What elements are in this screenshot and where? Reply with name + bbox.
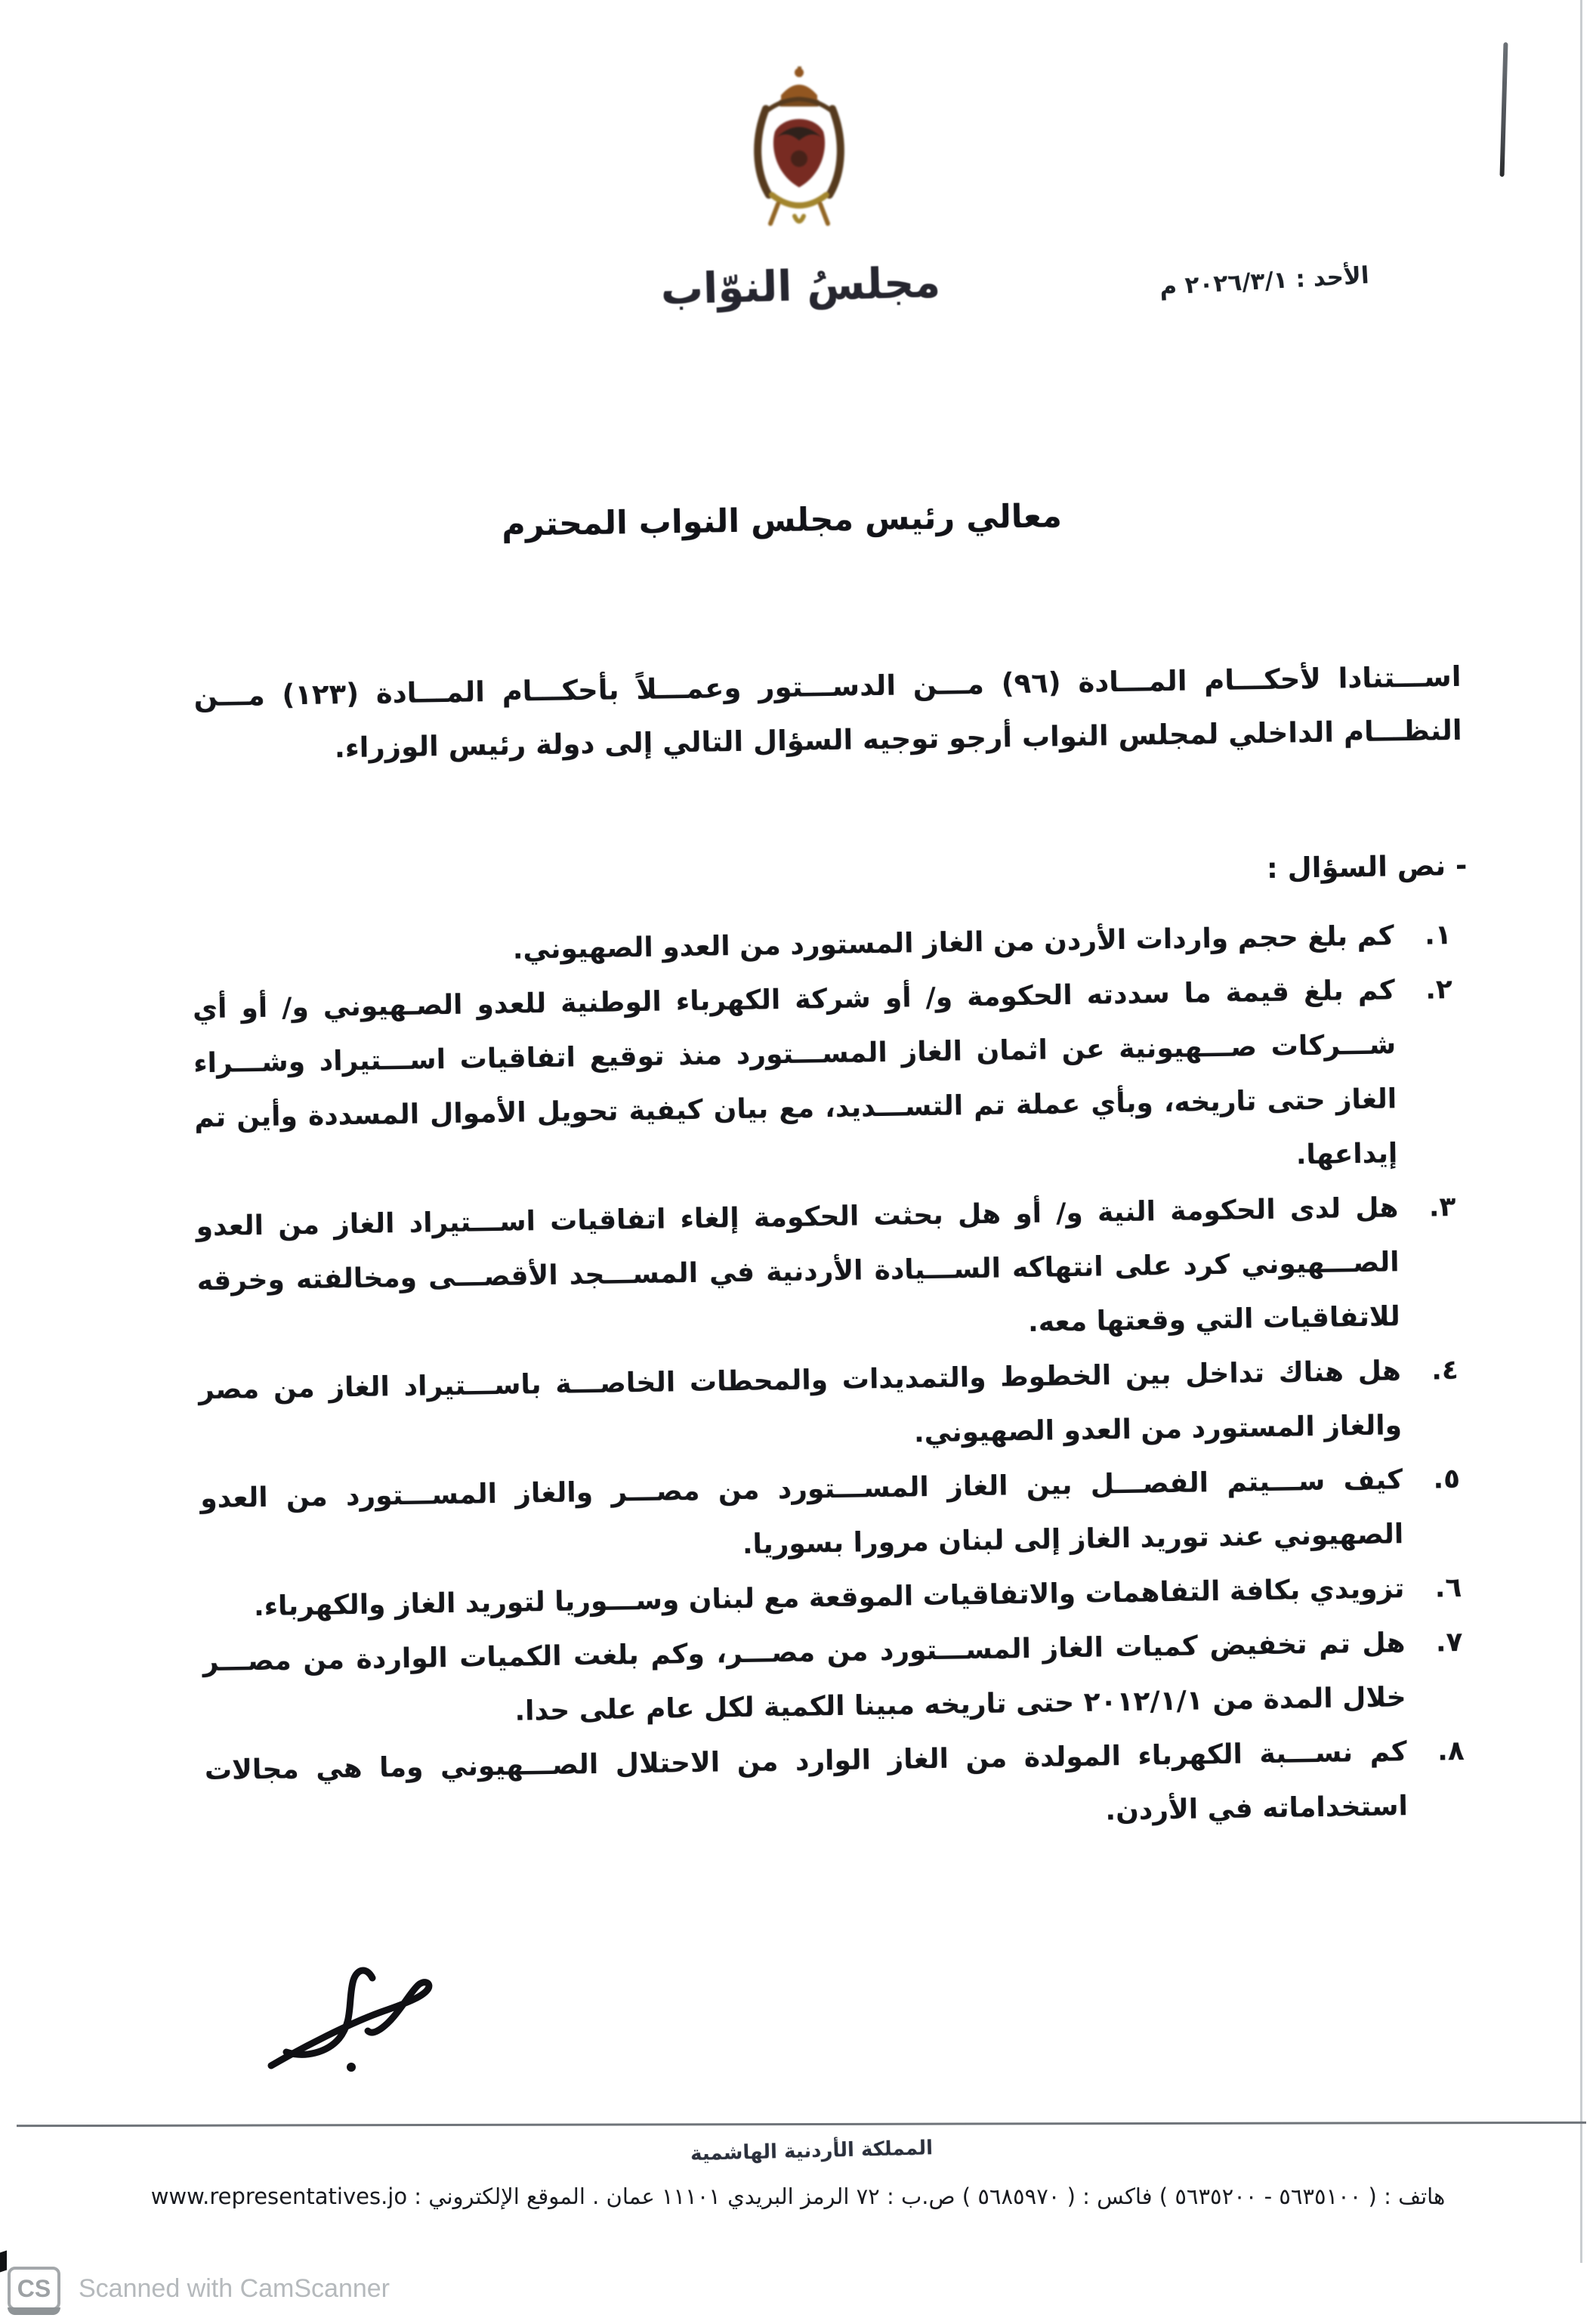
question-number: ٢. xyxy=(1425,974,1453,1006)
question-item xyxy=(200,1452,1462,1581)
question-text: هل هناك تداخل بين الخطوط والتمديدات والمحطات الخاصـــة باســـتيراد الغاز من مصر والغاز المستورد من العدو الصهيوني. xyxy=(198,1355,1403,1449)
signature-scribble xyxy=(261,1952,442,2081)
question-text: هل لدى الحكومة النية و/ أو هل بحثت الحكومة إلغاء اتفاقيات اســـتيراد الغاز من العدو الصـــهيوني كرد على انتهاكه الســـيادة الأردنية في المســـجد الأقصـــى ومخالفته وخرقه للاتفاقيات التي وقعتها معه. xyxy=(196,1192,1400,1338)
scan-corner-mark xyxy=(0,2251,7,2273)
footer-contact-line: هاتف : ( ٥٦٣٥١٠٠ - ٥٦٣٥٢٠٠ ) فاكس : ( ٥٦٨٥٩٧٠ ) ص.ب : ٧٢ الرمز البريدي ١١١٠١ عمان . الموقع الإلكتروني : www.representatives.jo xyxy=(150,2184,1446,2209)
kingdom-calligraphy: المملكة الأردنية الهاشمية xyxy=(690,2137,934,2166)
question-number: ٥. xyxy=(1433,1463,1461,1495)
camscanner-watermark xyxy=(8,2265,390,2312)
camscanner-label: Scanned with CamScanner xyxy=(79,2273,391,2303)
question-number: ٤. xyxy=(1431,1355,1459,1386)
question-number: ٨. xyxy=(1437,1735,1465,1767)
question-text-label: - نص السؤال : xyxy=(1266,848,1468,885)
question-text: كم بلغ حجم واردات الأردن من الغاز المستورد من العدو الصهيوني. xyxy=(512,920,1395,966)
question-item xyxy=(193,963,1456,1200)
question-text: كم نســـبة الكهرباء المولدة من الغاز الوارد من الاحتلال الصـــهيوني وما هي مجالات استخداماته في الأردن. xyxy=(204,1736,1409,1827)
question-item xyxy=(202,1615,1464,1744)
question-number: ٧. xyxy=(1435,1627,1463,1658)
question-text: كم بلغ قيمة ما سددته الحكومة و/ أو شركة الكهرباء الوطنية للعدو الصـهيوني و/ أو أي شـــركات صـــهيونية عن اثمان الغاز المســـتورد منذ توقيع اتفاقيات اســـتيراد وشـــراء الغاز حتى تاريخه، وبأي عملة تم التســـديد، مع بيان كيفية تحويل الأموال المسددة وأين تم إيداعها. xyxy=(192,975,1398,1171)
letter-intro-paragraph: اســـتنادا لأحكـــام المـــادة (٩٦) مـــن الدســـتور وعمـــلاً بأحكـــام المـــادة (١٢٣) مـــن النظـــام الداخلي لمجلس النواب أرجو توجيه السؤال التالي إلى دولة رئيس الوزراء. xyxy=(193,660,1462,765)
question-item xyxy=(198,1343,1459,1472)
question-number: ١. xyxy=(1424,919,1452,951)
question-text: هل تم تخفيض كميات الغاز المســـتورد من مصـــر، وكم بلغت الكميات الواردة من مصـــر خلال المدة من ٢٠١٢/١/١ حتى تاريخه مبينا الكمية لكل عام على حدا. xyxy=(202,1627,1406,1727)
date-line: الأحد : ٢٠٢٦/٣/١ م xyxy=(1159,261,1370,301)
question-number: ٣. xyxy=(1428,1191,1456,1223)
question-text: تزويدي بكافة التفاهمات والاتفاقيات الموقعة مع لبنان وســـوريا لتوريد الغاز والكهرباء. xyxy=(253,1573,1405,1623)
camscanner-logo-icon: CS xyxy=(8,2267,60,2310)
question-number: ٦. xyxy=(1434,1572,1462,1604)
parliament-calligraphy: مجلسُ النوّاب xyxy=(659,258,941,315)
questions-list xyxy=(191,908,1465,1853)
question-item xyxy=(204,1724,1465,1853)
question-text: كيف ســـيتم الفصـــل بين الغاز المســـتورد من مصـــر والغاز المســـتورد من العدو الصهيوني عند توريد الغاز إلى لبنان مرورا بسوريا. xyxy=(199,1464,1404,1560)
question-item xyxy=(196,1180,1458,1363)
letter-title: معالي رئيس مجلس النواب المحترم xyxy=(501,497,1063,544)
